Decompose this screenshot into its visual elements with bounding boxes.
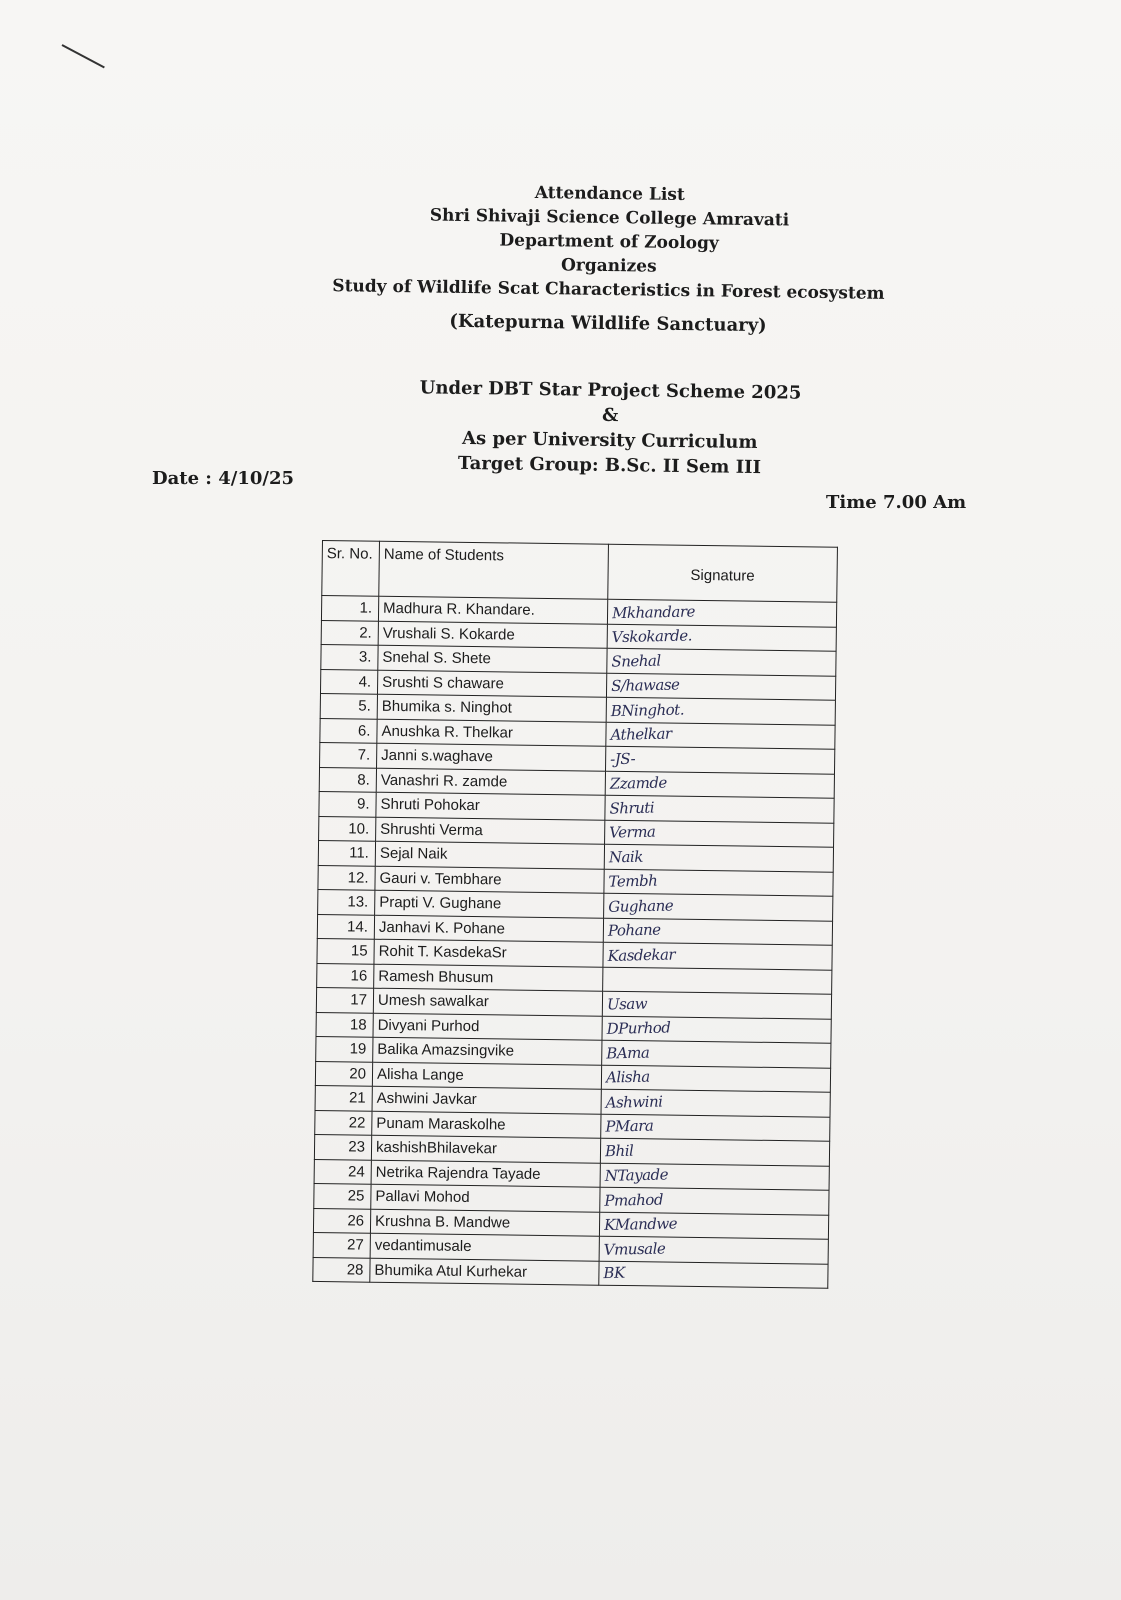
scheme-block <box>399 375 820 481</box>
row-signature-cell <box>600 1187 829 1214</box>
handwritten-signature: Snehal <box>611 651 661 671</box>
header-sr-no: Sr. No. <box>322 541 380 597</box>
row-signature-cell <box>607 648 836 675</box>
header-study-title: Study of Wildlife Scat Characteristics in Forest ecosystem <box>332 276 885 304</box>
row-signature-cell <box>600 1138 829 1165</box>
row-sr-no: 1. <box>321 596 378 621</box>
date-label: Date : 4/10/25 <box>152 468 294 489</box>
row-signature-cell <box>607 624 836 651</box>
handwritten-signature: Mkhandare <box>611 602 696 622</box>
row-signature-cell <box>604 869 833 896</box>
row-sr-no: 25 <box>314 1183 371 1208</box>
row-sr-no: 6. <box>320 718 377 743</box>
row-student-name: Sejal Naik <box>375 841 604 868</box>
handwritten-signature: BAma <box>606 1043 650 1063</box>
scheme-ampersand: & <box>601 404 619 427</box>
row-student-name: Bhumika s. Ninghot <box>377 694 606 721</box>
row-signature-cell <box>605 820 834 847</box>
handwritten-signature: KMandwe <box>603 1214 678 1235</box>
handwritten-signature: Shruti <box>609 798 655 818</box>
row-student-name: Prapti V. Gughane <box>375 890 604 917</box>
header-signature: Signature <box>608 544 838 602</box>
row-sr-no: 9. <box>319 791 376 816</box>
handwritten-signature: BNinghot. <box>610 700 685 720</box>
row-student-name: Alisha Lange <box>372 1062 601 1089</box>
handwritten-signature: Athelkar <box>610 724 672 745</box>
row-signature-cell <box>599 1212 828 1239</box>
target-group-line: Target Group: B.Sc. II Sem III <box>457 452 762 479</box>
handwritten-signature: -JS- <box>609 749 636 768</box>
handwritten-signature: Pohane <box>607 920 661 940</box>
row-signature-cell <box>604 844 833 871</box>
row-sr-no: 23 <box>314 1134 371 1159</box>
header-college: Shri Shivaji Science College Amravati <box>429 205 790 231</box>
handwritten-signature: Vskokarde. <box>611 626 693 647</box>
row-signature-cell <box>603 918 832 945</box>
row-sr-no: 16 <box>317 963 374 988</box>
row-student-name: Umesh sawalkar <box>373 988 602 1015</box>
row-signature-cell <box>606 722 835 749</box>
row-student-name: Rohit T. KasdekaSr <box>374 939 603 966</box>
row-sr-no: 21 <box>315 1085 372 1110</box>
row-signature-cell <box>603 942 832 969</box>
row-sr-no: 20 <box>315 1061 372 1086</box>
row-signature-cell <box>601 1065 830 1092</box>
row-student-name: Vrushali S. Kokarde <box>378 621 607 648</box>
header-title: Attendance List <box>534 182 685 206</box>
handwritten-signature: Tembh <box>608 871 658 891</box>
handwritten-signature: Pmahod <box>604 1190 664 1210</box>
row-student-name: Pallavi Mohod <box>371 1184 600 1211</box>
row-student-name: Shruti Pohokar <box>376 792 605 819</box>
row-sr-no: 27 <box>313 1232 370 1257</box>
row-sr-no: 2. <box>321 620 378 645</box>
document-header <box>298 178 920 341</box>
row-signature-cell <box>602 991 831 1018</box>
handwritten-signature: Zzamde <box>609 773 668 794</box>
handwritten-signature: NTayade <box>604 1165 669 1186</box>
handwritten-signature: Usaw <box>606 994 648 1014</box>
row-signature-cell <box>601 1114 830 1141</box>
header-name: Name of Students <box>379 541 609 599</box>
row-signature-cell <box>602 1016 831 1043</box>
handwritten-signature: Kasdekar <box>607 945 676 965</box>
row-sr-no: 3. <box>321 644 378 669</box>
row-student-name: vedantimusale <box>370 1233 599 1260</box>
row-student-name: Srushti S chaware <box>377 670 606 697</box>
handwritten-signature: BK <box>603 1263 625 1283</box>
row-sr-no: 12. <box>318 865 375 890</box>
row-student-name: Vanashri R. zamde <box>376 768 605 795</box>
table-header-row <box>322 541 838 603</box>
row-sr-no: 18 <box>316 1012 373 1037</box>
table-body <box>313 596 837 1289</box>
header-location: (Katepurna Wildlife Sanctuary) <box>449 310 767 337</box>
row-signature-cell <box>604 893 833 920</box>
row-sr-no: 4. <box>320 669 377 694</box>
row-student-name: Janni s.waghave <box>377 743 606 770</box>
time-label: Time 7.00 Am <box>826 492 967 513</box>
row-signature-cell <box>602 1040 831 1067</box>
row-sr-no: 24 <box>314 1159 371 1184</box>
handwritten-signature: Alisha <box>605 1067 650 1087</box>
row-sr-no: 8. <box>319 767 376 792</box>
row-sr-no: 7. <box>320 742 377 767</box>
row-student-name: Divyani Purhod <box>373 1013 602 1040</box>
row-sr-no: 17 <box>316 987 373 1012</box>
row-signature-cell <box>601 1089 830 1116</box>
scheme-line: Under DBT Star Project Scheme 2025 <box>419 377 802 404</box>
handwritten-signature: S/hawase <box>610 675 680 696</box>
row-student-name: Janhavi K. Pohane <box>374 915 603 942</box>
handwritten-signature: PMara <box>605 1116 654 1136</box>
handwritten-signature: Gughane <box>608 896 674 916</box>
row-student-name: kashishBhilavekar <box>371 1135 600 1162</box>
handwritten-signature: Naik <box>608 847 644 867</box>
row-student-name: Anushka R. Thelkar <box>377 719 606 746</box>
handwritten-signature: DPurhod <box>606 1018 671 1039</box>
row-signature-cell <box>607 599 836 626</box>
attendance-table-wrap <box>312 540 838 1289</box>
row-sr-no: 26 <box>313 1208 370 1233</box>
header-organizes: Organizes <box>560 255 657 277</box>
handwritten-signature: Ashwini <box>605 1092 663 1112</box>
row-sr-no: 22 <box>315 1110 372 1135</box>
row-student-name: Ramesh Bhusum <box>374 964 603 991</box>
row-sr-no: 5. <box>320 693 377 718</box>
row-student-name: Snehal S. Shete <box>378 645 607 672</box>
row-signature-cell <box>599 1236 828 1263</box>
row-sr-no: 11. <box>318 840 375 865</box>
row-sr-no: 15 <box>317 938 374 963</box>
attendance-table <box>312 540 838 1289</box>
handwritten-signature: Verma <box>609 822 656 842</box>
row-signature-cell <box>606 673 835 700</box>
handwritten-signature: Vmusale <box>603 1239 666 1259</box>
header-department: Department of Zoology <box>499 230 720 254</box>
row-sr-no: 13. <box>318 889 375 914</box>
row-student-name: Ashwini Javkar <box>372 1086 601 1113</box>
row-student-name: Punam Maraskolhe <box>372 1111 601 1138</box>
row-sr-no: 14. <box>317 914 374 939</box>
row-student-name: Krushna B. Mandwe <box>370 1209 599 1236</box>
row-sr-no: 28 <box>313 1257 370 1282</box>
handwritten-signature: Bhil <box>604 1141 634 1160</box>
curriculum-line: As per University Curriculum <box>461 427 758 454</box>
row-sr-no: 10. <box>319 816 376 841</box>
row-student-name: Madhura R. Khandare. <box>378 596 607 623</box>
row-student-name: Shrushti Verma <box>376 817 605 844</box>
row-signature-cell <box>605 771 834 798</box>
row-signature-cell <box>600 1163 829 1190</box>
row-signature-cell <box>605 795 834 822</box>
pen-mark <box>62 44 105 68</box>
row-student-name: Netrika Rajendra Tayade <box>371 1160 600 1187</box>
row-signature-cell <box>606 697 835 724</box>
row-student-name: Gauri v. Tembhare <box>375 866 604 893</box>
row-sr-no: 19 <box>316 1036 373 1061</box>
row-signature-cell <box>603 967 832 994</box>
row-signature-cell <box>599 1261 828 1288</box>
row-student-name: Balika Amazsingvike <box>373 1037 602 1064</box>
row-signature-cell <box>606 746 835 773</box>
row-student-name: Bhumika Atul Kurhekar <box>370 1258 599 1285</box>
